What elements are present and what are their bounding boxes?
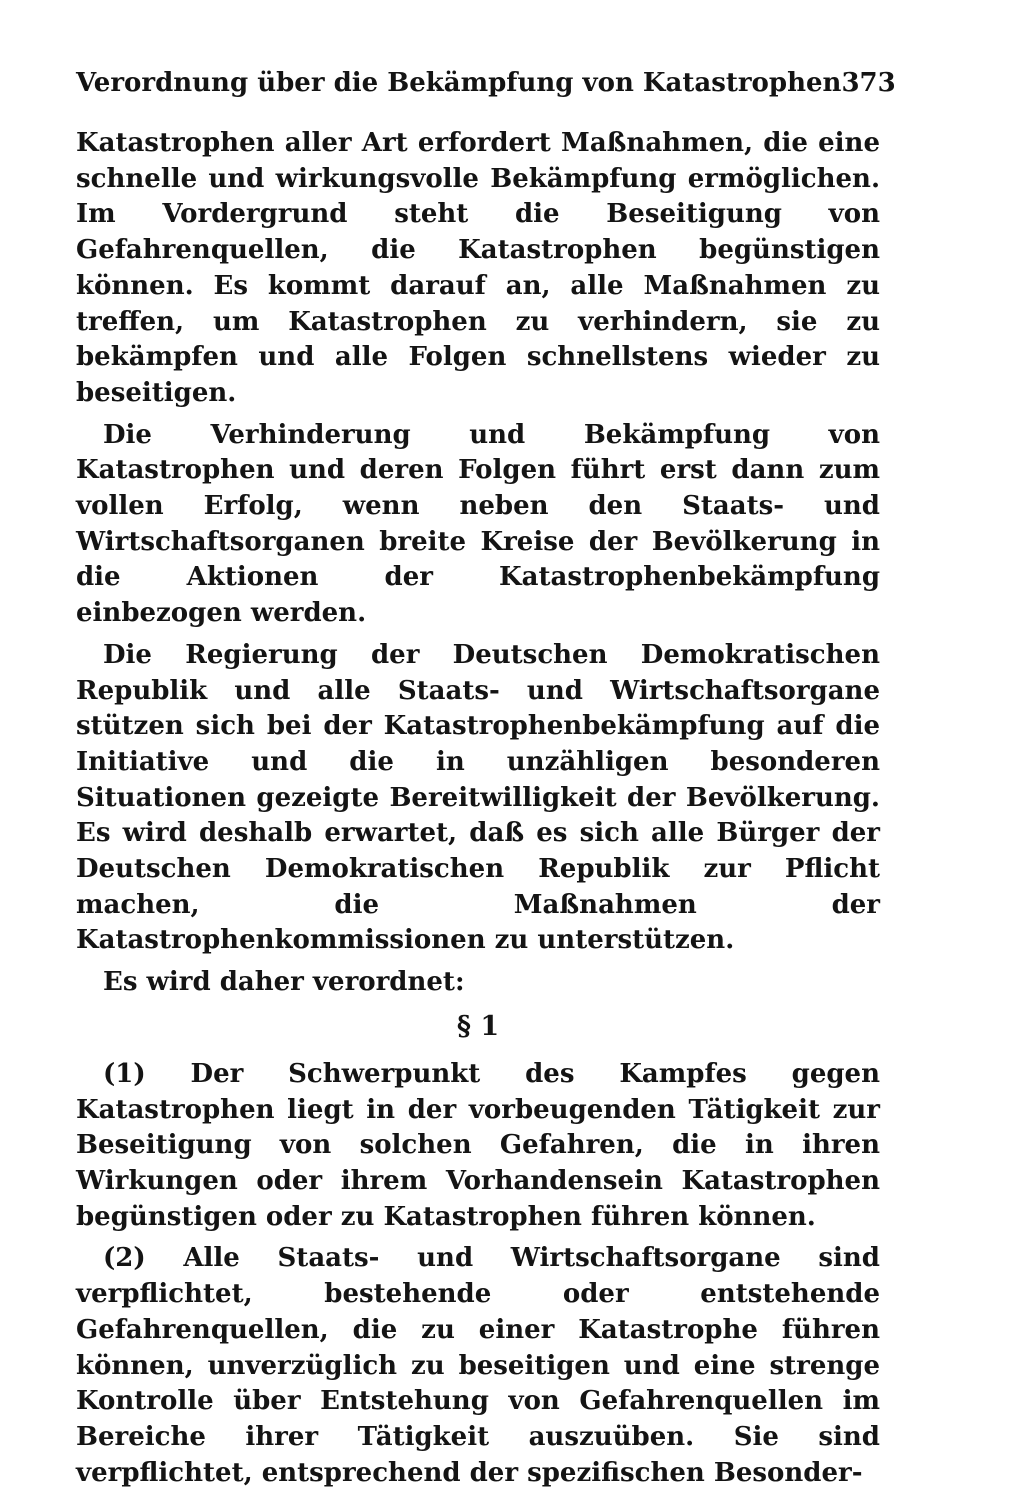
- document-page: [76, 56, 896, 1497]
- section-paragraph-2: (2) Alle Staats- und Wirtschaftsorgane sind verpflichtet, bestehende oder entstehende Gefahrenquellen, die zu einer Katastrophe führen können, unverzüglich zu beseitigen und eine strenge Kontrolle über Entstehung von Gefahrenquellen im Bereiche ihrer Tätigkeit auszuüben. Sie sind verpflichtet, entsprechend der spezifischen Besonder-: [76, 1243, 880, 1488]
- paragraph-prevention: Die Verhinderung und Bekämpfung von Katastrophen und deren Folgen führt erst dann zum vollen Erfolg, wenn neben den Staats- und Wirtschaftsorganen breite Kreise der Bevölkerung in die Aktionen der Katastrophenbekämpfung einbezogen werden.: [76, 419, 880, 629]
- page-number: 373: [841, 68, 896, 98]
- paragraph-decree-intro: Es wird daher verordnet:: [103, 967, 465, 998]
- paragraph-government: Die Regierung der Deutschen Demokratischen Republik und alle Staats- und Wirtschaftsorgane stützen sich bei der Katastrophenbekämpfung auf die Initiative und die in unzähligen besonderen Situationen gezeigte Bereitwilligkeit der Bevölkerung. Es wird deshalb erwartet, daß es sich alle Bürger der Deutschen Demokratischen Republik zur Pflicht machen, die Maßnahmen der Katastrophenkommissionen zu unterstützen.: [76, 639, 880, 956]
- section-paragraph-1: (1) Der Schwerpunkt des Kampfes gegen Katastrophen liegt in der vorbeugenden Tätigkeit zur Beseitigung von solchen Gefahren, die in ihren Wirkungen oder ihrem Vorhandensein Katastrophen begünstigen oder zu Katastrophen führen können.: [76, 1058, 880, 1232]
- paragraph-intro-continued: Katastrophen aller Art erfordert Maßnahmen, die eine schnelle und wirkungsvolle Bekämpfung ermöglichen. Im Vordergrund steht die Beseitigung von Gefahrenquellen, die Katastrophen begünstigen können. Es kommt darauf an, alle Maßnahmen zu treffen, um Katastrophen zu verhindern, sie zu bekämpfen und alle Folgen schnellstens wieder zu beseitigen.: [76, 128, 880, 408]
- section-heading: § 1: [456, 1010, 500, 1042]
- header-title: Verordnung über die Bekämpfung von Katastrophen: [76, 68, 842, 98]
- running-header: [76, 56, 896, 110]
